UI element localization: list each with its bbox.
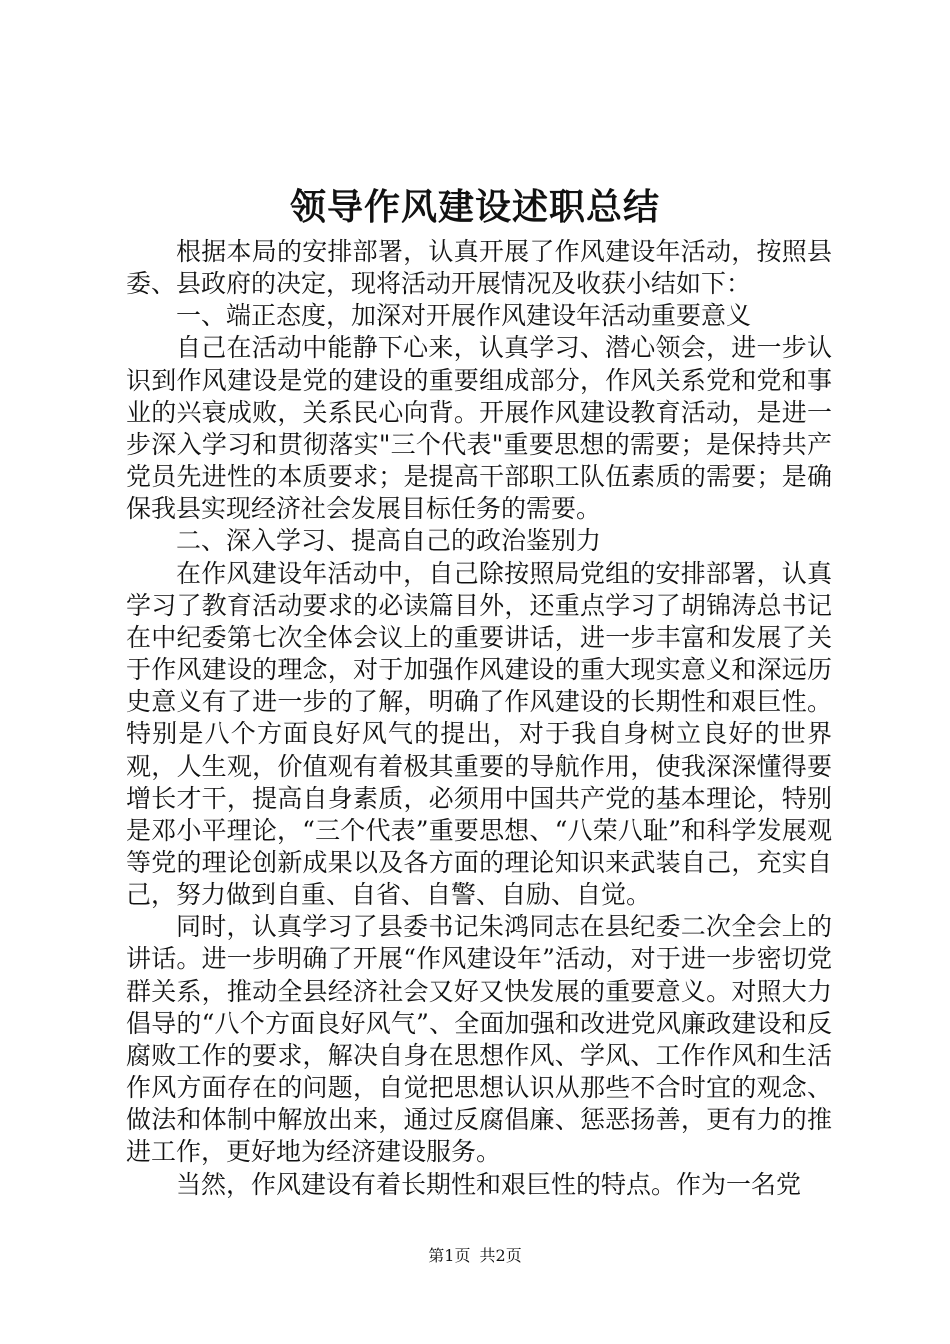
section-2-paragraph-3: 当然，作风建设有着长期性和艰巨性的特点。作为一名党 [176,1169,802,1199]
page-footer [0,1245,950,1267]
page-number: 第1页 [428,1246,471,1265]
section-2-paragraph-1: 在作风建设年活动中，自己除按照局党组的安排部署，认真学习了教育活动要求的必读篇目外，还重点学习了胡锦涛总书记在中纪委第七次全体会议上的重要讲话，进一步丰富和发展了关于作风建设的理念，对于加强作风建设的重大现实意义和深远历史意义有了进一步的了解，明确了作风建设的长期性和艰巨性。特别是八个方面良好风气的提出，对于我自身树立良好的世界观，人生观，价值观有着极其重要的导航作用，使我深深懂得要增长才干，提高自身素质，必须用中国共产党的基本理论，特别是邓小平理论，“三个代表”重要思想、“八荣八耻”和科学发展观等党的理论创新成果以及各方面的理论知识来武装自己，充实自己，努力做到自重、自省、自警、自励、自觉。 [126,558,832,910]
page-total: 共2页 [479,1246,522,1265]
section-2-heading: 二、深入学习、提高自己的政治鉴别力 [176,526,602,556]
section-1-heading: 一、端正态度，加深对开展作风建设年活动重要意义 [176,301,752,331]
document-body [126,236,832,1201]
intro-paragraph: 根据本局的安排部署，认真开展了作风建设年活动，按照县委、县政府的决定，现将活动开展情况及收获小结如下： [126,237,832,299]
section-2-paragraph-2: 同时，认真学习了县委书记朱鸿同志在县纪委二次全会上的讲话。进一步明确了开展“作风建设年”活动，对于进一步密切党群关系，推动全县经济社会又好又快发展的重要意义。对照大力倡导的“八个方面良好风气”、全面加强和改进党风廉政建设和反腐败工作的要求，解决自身在思想作风、学风、工作作风和生活作风方面存在的问题，自觉把思想认识从那些不合时宜的观念、做法和体制中解放出来，通过反腐倡廉、惩恶扬善，更有力的推进工作，更好地为经济建设服务。 [126,912,832,1167]
section-1-paragraph: 自己在活动中能静下心来，认真学习、潜心领会，进一步认识到作风建设是党的建设的重要组成部分，作风关系党和党和事业的兴衰成败，关系民心向背。开展作风建设教育活动，是进一步深入学习和贯彻落实"三个代表"重要思想的需要；是保持共产党员先进性的本质要求；是提高干部职工队伍素质的需要；是确保我县实现经济社会发展目标任务的需要。 [126,333,832,524]
document-title: 领导作风建设述职总结 [289,186,660,228]
